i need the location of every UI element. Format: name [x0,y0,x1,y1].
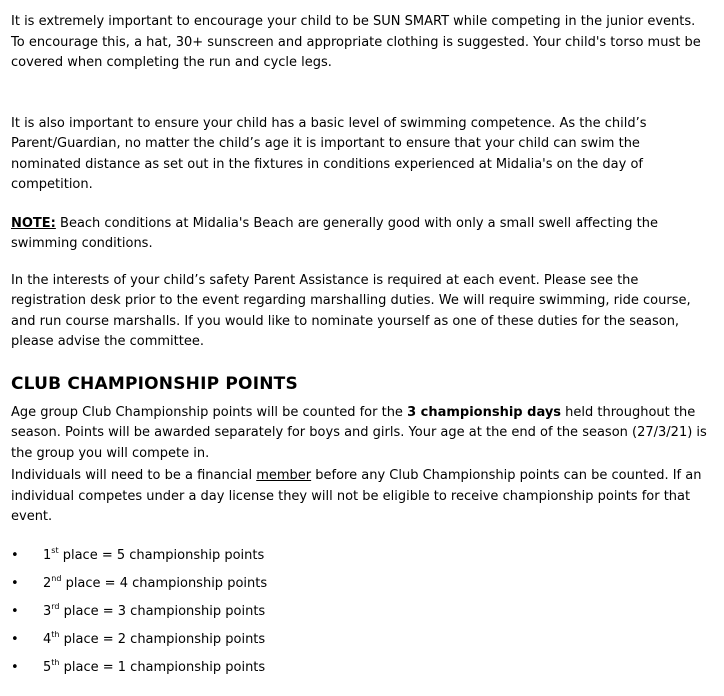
financial-member-paragraph [11,466,711,528]
place-text: place = 3 championship points [59,603,266,619]
place-suffix: th [51,657,60,667]
points-list-item [11,658,711,686]
championship-intro-paragraph [11,403,711,465]
place-number: 3 [43,603,52,619]
member-link[interactable]: member [256,468,312,483]
parent-assistance-paragraph: In the interests of your child’s safety Parent Assistance is required at each event. Please see the registration desk prior to the event regarding marshalling duties. We will require swimming, ride course, and run course marshalls. If you would like to nominate yourself as one of these duties for the season, please advise the committee. [11,272,691,349]
place-suffix: st [51,545,59,555]
note-paragraph [11,214,711,255]
swimming-paragraph: It is also important to ensure your child has a basic level of swimming competence. As the child’s Parent/Guardian, no matter the child’s age it is important to ensure that your child can swim the nominated distance as set out in the fixtures in conditions experienced at Midalia's on the day of competition. [11,115,647,192]
championship-heading: CLUB CHAMPIONSHIP POINTS [11,373,298,394]
note-label: NOTE: [11,215,56,231]
bullet-icon: • [11,575,19,591]
points-list-item [11,602,711,630]
place-suffix: rd [51,601,60,611]
intro-text-after: held throughout the season. Points will be awarded separately for boys and girls. Your age at the end of the season (27/3/21) is the group you will compete in. [11,404,707,461]
place-suffix: nd [51,573,62,583]
bullet-icon: • [11,547,19,563]
bullet-icon: • [11,659,19,675]
financial-text-before: Individuals will need to be a financial [11,468,257,483]
points-list-item [11,630,711,658]
place-number: 5 [43,659,52,675]
place-suffix: th [51,629,60,639]
bullet-icon: • [11,603,19,619]
intro-text-before: Age group Club Championship points will be counted for the [11,404,408,420]
points-list-item [11,546,711,574]
place-number: 4 [43,631,52,647]
document-body [11,12,711,686]
intro-bold-text: 3 championship days [407,404,562,420]
sun-smart-paragraph: It is extremely important to encourage your child to be SUN SMART while competing in the junior events. To encourage this, a hat, 30+ sunscreen and appropriate clothing is suggested. Your child's torso must be covered when completing the run and cycle legs. [11,14,701,70]
place-number: 2 [43,575,52,591]
financial-text-after: before any Club Championship points can be counted. If an individual competes under a day license they will not be eligible to receive championship points for that event. [11,468,702,524]
place-text: place = 4 championship points [61,575,268,591]
championship-points-list [11,546,711,686]
place-text: place = 2 championship points [59,631,266,647]
bullet-icon: • [11,631,19,647]
points-list-item [11,574,711,602]
place-text: place = 5 championship points [58,547,265,563]
note-text: Beach conditions at Midalia's Beach are generally good with only a small swell affecting the swimming conditions. [11,215,658,251]
place-text: place = 1 championship points [59,659,266,675]
place-number: 1 [43,547,52,563]
